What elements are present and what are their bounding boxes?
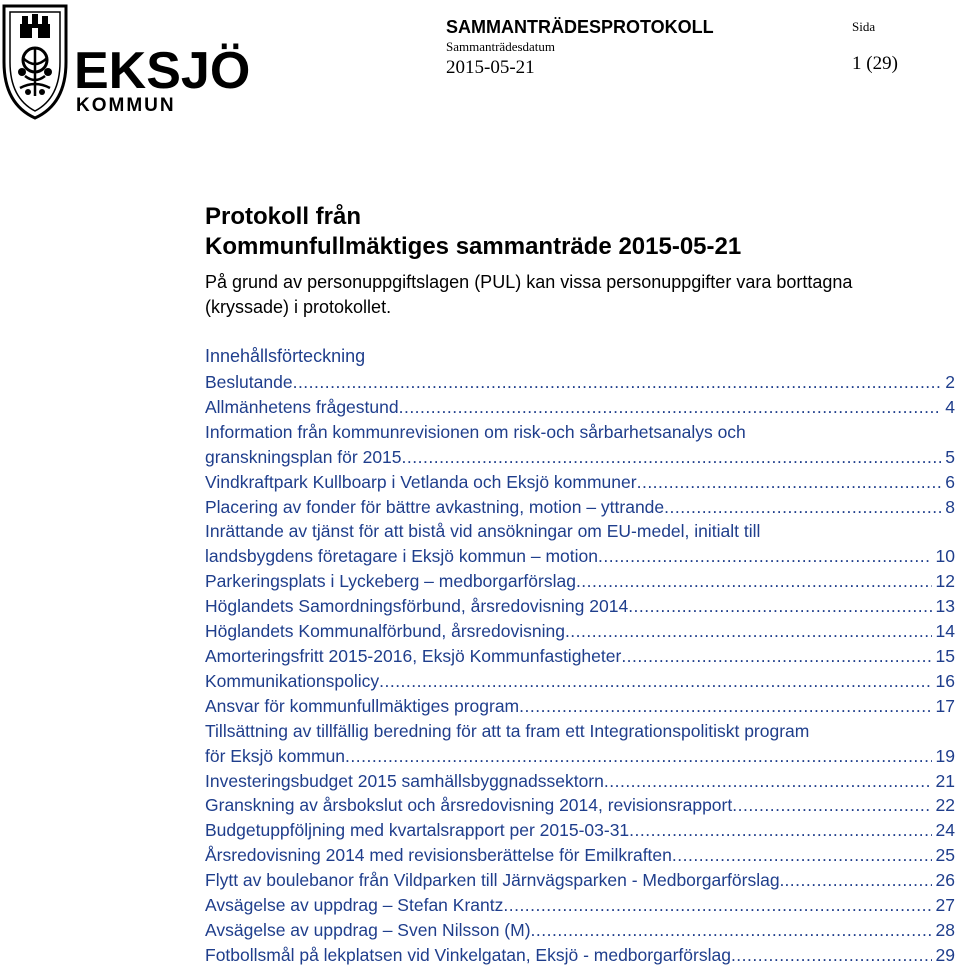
toc-entry-line [205,943,955,968]
toc-leader-dots [565,619,932,644]
toc-page-number: 26 [935,870,955,891]
toc-entry-title: Fotbollsmål på lekplatsen vid Vinkelgatan, Eksjö - medborgarförslag [205,944,731,965]
toc-entry[interactable] [205,843,955,868]
toc-entry[interactable] [205,818,955,843]
toc-leader-dots [637,470,942,495]
toc-leader-dots [598,544,932,569]
toc-page-number: 19 [935,745,955,766]
toc-entry-title: Investeringsbudget 2015 samhällsbyggnadssektorn [205,770,604,791]
toc-leader-dots [731,943,932,968]
toc-entry-line [205,370,955,395]
toc-entry-title: Granskning av årsbokslut och årsredovisning 2014, revisionsrapport [205,795,733,816]
document-type: SAMMANTRÄDESPROTOKOLL [446,17,714,37]
toc-entry-line [205,793,955,818]
toc-entry-title: Allmänhetens frågestund [205,396,399,417]
toc-entry-title: Höglandets Kommunalförbund, årsredovisning [205,621,565,642]
toc-entry[interactable] [205,495,955,520]
toc-entry-line [205,918,955,943]
toc-entry[interactable] [205,893,955,918]
title-line-2: Kommunfullmäktiges sammanträde 2015-05-21 [205,233,742,260]
toc-leader-dots [604,769,932,794]
toc-entry-title: Avsägelse av uppdrag – Sven Nilsson (M) [205,919,531,940]
toc-leader-dots [672,843,932,868]
toc-heading: Innehållsförteckning [205,346,366,366]
toc-entry-line [205,719,955,744]
toc-entry-title: Tillsättning av tillfällig beredning för att ta fram ett Integrationspolitiskt program [205,720,810,741]
toc-entry[interactable] [205,569,955,594]
toc-leader-dots [531,918,932,943]
toc-page-number: 12 [935,571,955,592]
toc-entry-title: Ansvar för kommunfullmäktiges program [205,695,520,716]
toc-entry-title: Budgetuppföljning med kvartalsrapport per 2015-03-31 [205,820,630,841]
toc-entry-line [205,569,955,594]
toc-page-number: 29 [935,944,955,965]
toc-page-number: 15 [935,645,955,666]
toc-entry[interactable] [205,694,955,719]
toc-page-number: 8 [945,496,955,517]
toc-leader-dots [784,868,931,893]
toc-page-number: 14 [935,621,955,642]
toc-entry-title: Årsredovisning 2014 med revisionsberättelse för Emilkraften [205,845,672,866]
toc-page-number: 6 [945,471,955,492]
toc-leader-dots [293,370,942,395]
toc-entry-title: Beslutande [205,372,293,392]
toc-leader-dots [629,818,931,843]
meeting-date-label: Sammanträdesdatum [446,39,556,54]
toc-entry-title: Amorteringsfritt 2015-2016, Eksjö Kommunfastigheter [205,645,622,666]
toc-page-number: 21 [935,770,955,791]
toc-entry[interactable] [205,943,955,968]
toc-entry-title: Vindkraftpark Kullboarp i Vetlanda och Eksjö kommuner [205,471,637,492]
toc-leader-dots [664,495,941,520]
table-of-contents [205,370,955,968]
toc-page-number: 5 [945,446,955,467]
toc-entry[interactable] [205,594,955,619]
toc-page-number: 4 [945,396,955,417]
toc-page-number: 24 [935,820,955,841]
logo-subtext: KOMMUN [76,95,176,116]
toc-entry-line [205,868,955,893]
toc-entry-title: Parkeringsplats i Lyckeberg – medborgarförslag [205,571,576,592]
toc-leader-dots [379,669,931,694]
toc-entry[interactable] [205,395,955,420]
toc-entry[interactable] [205,719,955,769]
toc-leader-dots [519,694,931,719]
title-line-1: Protokoll från [205,203,362,230]
toc-entry[interactable] [205,644,955,669]
toc-page-number: 27 [935,895,955,916]
toc-entry-title: Inrättande av tjänst för att bistå vid ansökningar om EU-medel, initialt till [205,521,761,542]
toc-entry-title: Kommunikationspolicy [205,670,380,691]
toc-entry[interactable] [205,370,955,395]
toc-entry-line [205,669,955,694]
toc-entry-title: landsbygdens företagare i Eksjö kommun – motion [205,546,598,567]
toc-page-number: 10 [935,546,955,567]
toc-entry-line [205,445,955,470]
toc-entry[interactable] [205,470,955,495]
toc-entry[interactable] [205,793,955,818]
toc-entry-title: Flytt av boulebanor från Vildparken till Järnvägsparken - Medborgarförslag. [205,870,785,891]
logo-wordmark: EKSJÖ [74,42,251,100]
toc-entry-line [205,744,955,769]
toc-entry-title: för Eksjö kommun [205,745,346,766]
toc-entry[interactable] [205,868,955,893]
toc-entry-line [205,594,955,619]
toc-page-number: 13 [935,596,955,617]
toc-entry[interactable] [205,519,955,569]
toc-entry-line [205,395,955,420]
toc-entry[interactable] [205,918,955,943]
toc-leader-dots [628,594,931,619]
toc-leader-dots [399,395,942,420]
document-title [205,202,905,262]
toc-entry-line [205,694,955,719]
toc-entry-line [205,818,955,843]
toc-entry-line [205,519,955,544]
toc-leader-dots [576,569,932,594]
toc-entry-line [205,420,955,445]
page-label: Sida [852,19,876,34]
toc-entry-title: Information från kommunrevisionen om risk-och sårbarhetsanalys och [205,421,746,442]
coat-of-arms-icon [4,6,66,118]
toc-entry-line [205,495,955,520]
toc-leader-dots [732,793,931,818]
toc-page-number: 22 [935,795,955,816]
toc-entry-title: Höglandets Samordningsförbund, årsredovisning 2014 [205,596,629,617]
toc-entry-line [205,544,955,569]
toc-page-number: 28 [935,919,955,940]
toc-entry[interactable] [205,619,955,644]
page-number: 1 (29) [852,53,898,74]
toc-leader-dots [621,644,931,669]
toc-entry[interactable] [205,420,955,470]
toc-entry-line [205,470,955,495]
toc-entry-line [205,843,955,868]
toc-page-number: 17 [935,695,955,716]
toc-entry-title: Placering av fonder för bättre avkastning, motion – yttrande [205,496,665,517]
toc-entry-line [205,644,955,669]
eksjo-kommun-logo [0,0,265,122]
toc-entry-line [205,893,955,918]
toc-entry[interactable] [205,669,955,694]
toc-leader-dots [503,893,931,918]
toc-leader-dots [402,445,942,470]
toc-page-number: 16 [935,670,955,691]
toc-entry-line [205,769,955,794]
toc-leader-dots [345,744,931,769]
intro-paragraph: På grund av personuppgiftslagen (PUL) kan vissa personuppgifter vara borttagna (kryssade) i protokollet. [205,272,853,317]
toc-entry[interactable] [205,769,955,794]
toc-page-number: 25 [935,845,955,866]
toc-entry-line [205,619,955,644]
toc-page-number: 2 [945,372,955,392]
toc-entry-title: Avsägelse av uppdrag – Stefan Krantz [205,895,504,916]
toc-entry-title: granskningsplan för 2015 [205,446,402,467]
meeting-date: 2015-05-21 [446,57,535,78]
